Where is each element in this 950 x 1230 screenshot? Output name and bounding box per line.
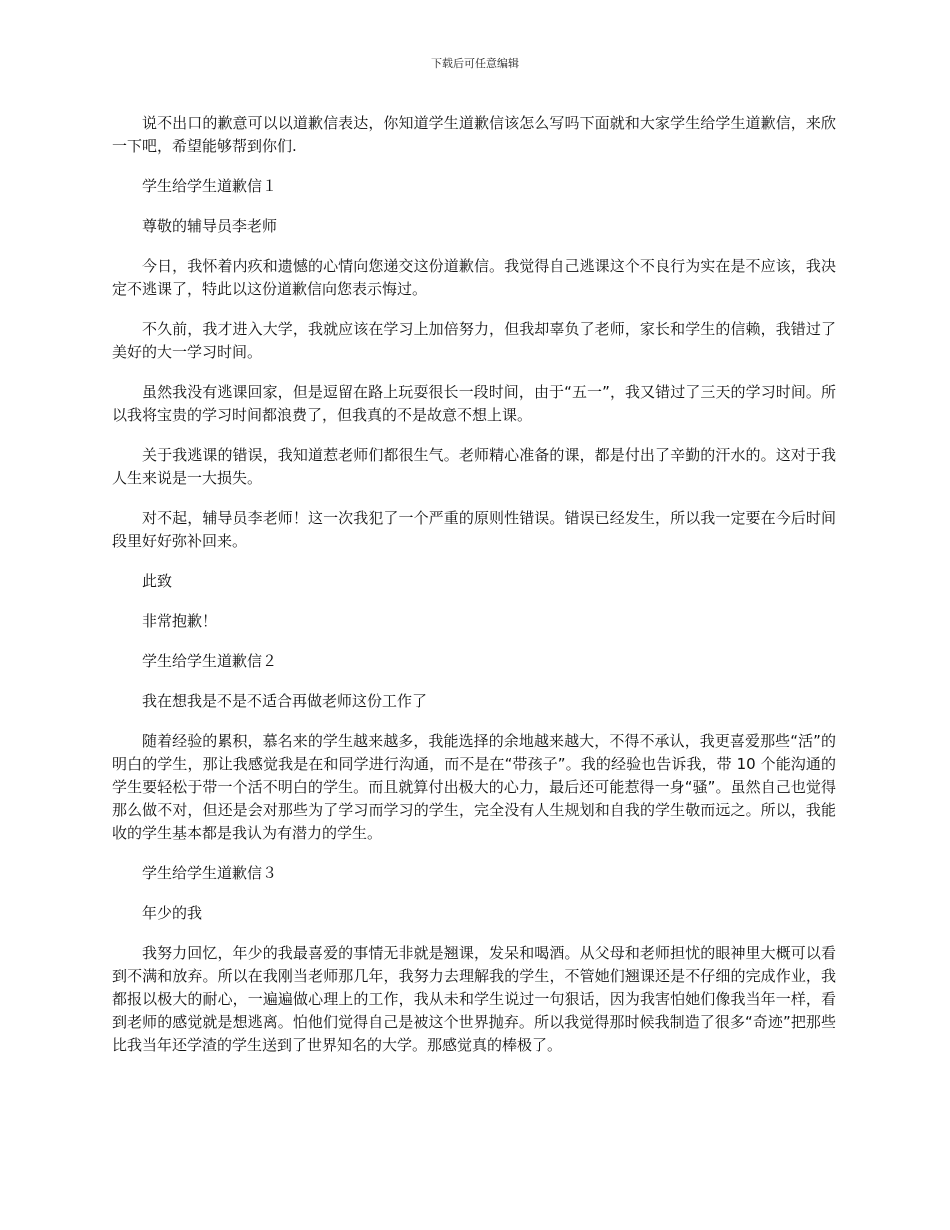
letter-1-paragraph: 不久前，我才进入大学，我就应该在学习上加倍努力，但我却辜负了老师，家长和学生的信赖，我错过了美好的大一学习时间。 <box>112 320 836 361</box>
intro-paragraph: 说不出口的歉意可以以道歉信表达，你知道学生道歉信该怎么写吗下面就和大家学生给学生道歉信，来欣一下吧，希望能够帮到你们. <box>112 114 836 155</box>
document-body <box>112 112 836 1074</box>
letter-1-salutation: 尊敬的辅导员李老师 <box>142 217 278 235</box>
page-header: 下载后可任意编辑 <box>431 57 519 70</box>
letter-1-paragraph: 对不起，辅导员李老师！这一次我犯了一个严重的原则性错误。错误已经发生，所以我一定要在今后时间段里好好弥补回来。 <box>112 509 836 550</box>
letter-1-paragraph: 今日，我怀着内疚和遗憾的心情向您递交这份道歉信。我觉得自己逃课这个不良行为实在是不应该，我决定不逃课了，特此以这份道歉信向您表示悔过。 <box>112 257 836 298</box>
letter-1-paragraph: 关于我逃课的错误，我知道惹老师们都很生气。老师精心准备的课，都是付出了辛勤的汗水的。这对于我人生来说是一大损失。 <box>112 446 836 487</box>
letter-3-paragraph: 我努力回忆，年少的我最喜爱的事情无非就是翘课，发呆和喝酒。从父母和老师担忧的眼神里大概可以看到不满和放弃。所以在我刚当老师那几年，我努力去理解我的学生，不管她们翘课还是不仔细的完成作业，我都报以极大的耐心，一遍遍做心理上的工作，我从未和学生说过一句狠话，因为我害怕她们像我当年一样，看到老师的感觉就是想逃离。怕他们觉得自己是被这个世界抛弃。所以我觉得那时候我制造了很多“奇迹”把那些比我当年还学渣的学生送到了世界知名的大学。那感觉真的棒极了。 <box>112 944 836 1054</box>
letter-3-subtitle: 年少的我 <box>142 904 203 922</box>
letter-3-title: 学生给学生道歉信３ <box>142 864 278 882</box>
letter-1-title: 学生给学生道歉信１ <box>142 177 278 195</box>
letter-1-signoff: 非常抱歉！ <box>142 612 218 630</box>
letter-2-title: 学生给学生道歉信２ <box>142 652 278 670</box>
letter-2-paragraph: 随着经验的累积，慕名来的学生越来越多，我能选择的余地越来越大，不得不承认，我更喜爱那些“活”的明白的学生，那让我感觉我是在和同学进行沟通，而不是在“带孩子”。我的经验也告诉我，带 10 个能沟通的学生要轻松于带一个活不明白的学生。而且就算付出极大的心力，最后还可能惹得一身“骚”。虽然自己也觉得那么做不对，但还是会对那些为了学习而学习的学生，完全没有人生规划和自我的学生敬而远之。所以，我能收的学生基本都是我认为有潜力的学生。 <box>112 732 836 842</box>
letter-1-closing: 此致 <box>142 572 173 590</box>
letter-1-paragraph: 虽然我没有逃课回家，但是逗留在路上玩耍很长一段时间，由于“五一”，我又错过了三天的学习时间。所以我将宝贵的学习时间都浪费了，但我真的不是故意不想上课。 <box>112 383 836 424</box>
letter-2-subtitle: 我在想我是不是不适合再做老师这份工作了 <box>142 692 428 710</box>
